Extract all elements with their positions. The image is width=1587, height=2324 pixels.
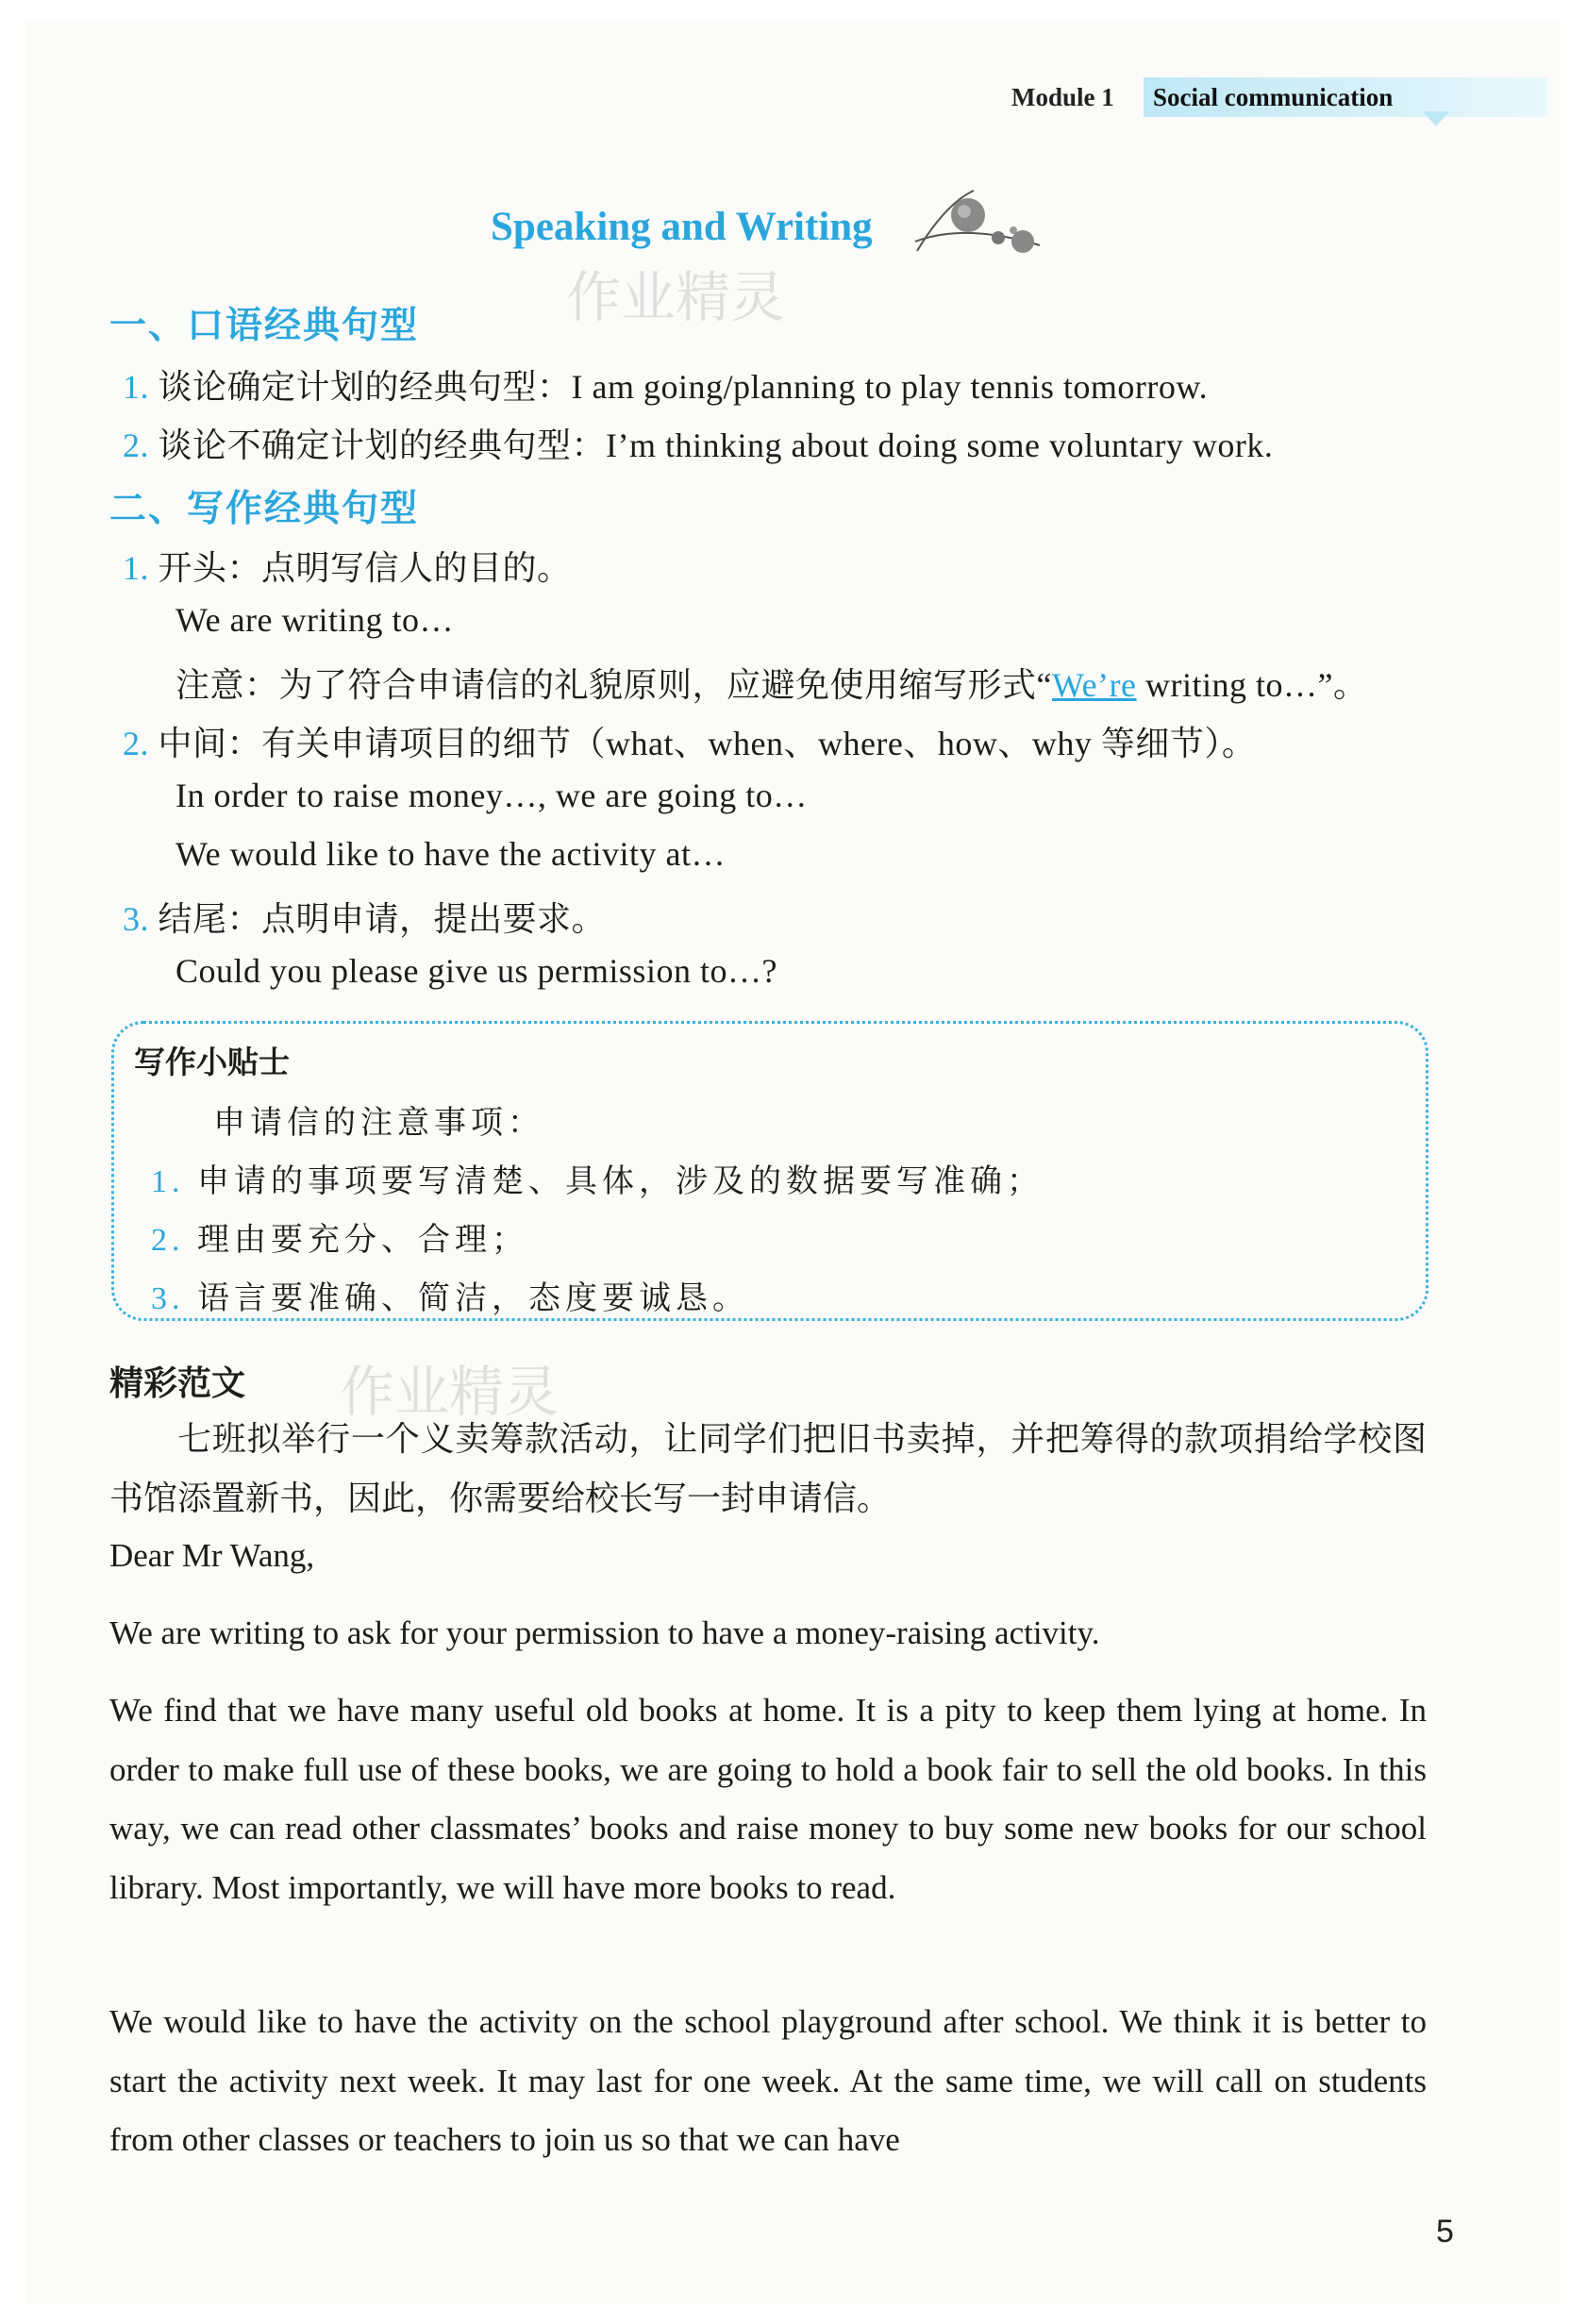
item-number: 1. xyxy=(151,1164,185,1199)
page-number: 5 xyxy=(1436,2214,1454,2249)
item-text: 谈论不确定计划的经典句型：I’m thinking about doing some voluntary work. xyxy=(158,426,1274,464)
section2-item-2 xyxy=(123,717,1256,765)
tip-item-2 xyxy=(151,1213,528,1260)
letter-paragraph: We find that we have many useful old books at home. It is a pity to keep them lying at home. In order to make full use of these books, we are going to hold a book fair to sell the old books. In this way, we can read other classmates’ books and raise money to buy some new books for our school library. Most importantly, we will have more books to read. xyxy=(109,1692,1427,1906)
note-line xyxy=(175,659,1368,707)
tip-item-1 xyxy=(151,1155,1044,1201)
tips-intro: 申请信的注意事项： xyxy=(213,1106,544,1141)
sample-heading: 精彩范文 xyxy=(109,1364,246,1402)
item-number: 2. xyxy=(151,1223,185,1258)
example-sentence: In order to raise money…, we are going to… xyxy=(175,777,808,814)
note-highlight: We’re xyxy=(1051,666,1137,704)
section2-item-1 xyxy=(123,542,572,590)
example-sentence: Could you please give us permission to…? xyxy=(175,952,777,990)
letter-greeting: Dear Mr Wang, xyxy=(109,1537,315,1574)
section2-item-3 xyxy=(123,893,606,941)
header-title: Social communication xyxy=(1153,83,1394,111)
item-number: 3. xyxy=(151,1281,185,1316)
item-text: 理由要充分、合理； xyxy=(197,1223,528,1258)
item-number: 1. xyxy=(123,368,149,406)
example-sentence: We are writing to… xyxy=(175,601,455,639)
item-text: 申请的事项要写清楚、具体，涉及的数据要写准确； xyxy=(197,1164,1044,1199)
item-number: 1. xyxy=(123,549,149,587)
planets-decoration-icon xyxy=(908,185,1049,270)
section2-heading: 二、写作经典句型 xyxy=(109,489,420,529)
sample-prompt: 七班拟举行一个义卖筹款活动，让同学们把旧书卖掉，并把筹得的款项捐给学校图书馆添置新书，因此，你需要给校长写一封申请信。 xyxy=(109,1420,1427,1517)
item-text: 谈论确定计划的经典句型：I am going/planning to play tennis tomorrow. xyxy=(158,368,1209,406)
tip-item-3 xyxy=(151,1272,749,1318)
letter-paragraph: We would like to have the activity on the school playground after school. We think it is better to start the activity next week. It may last for one week. At the same time, we will call on students from other classes or teachers to join us so that we can have xyxy=(109,2003,1427,2158)
item-number: 2. xyxy=(123,725,149,762)
item-text: 开头：点明写信人的目的。 xyxy=(158,549,572,587)
letter-paragraph: We are writing to ask for your permission to have a money-raising activity. xyxy=(109,1614,1100,1651)
item-text: 语言要准确、简洁，态度要诚恳。 xyxy=(197,1281,749,1316)
section1-heading: 一、口语经典句型 xyxy=(109,306,420,346)
item-text: 结尾：点明申请，提出要求。 xyxy=(158,900,607,938)
section1-item-1 xyxy=(123,360,1208,409)
watermark: 作业精灵 xyxy=(340,1360,560,1424)
tips-heading: 写作小贴士 xyxy=(134,1044,290,1080)
item-number: 3. xyxy=(123,900,149,938)
page-title: Speaking and Writing xyxy=(491,205,873,249)
note-suffix: writing to…”。 xyxy=(1136,666,1368,704)
item-number: 2. xyxy=(123,426,149,464)
header-module: Module 1 xyxy=(1011,83,1114,111)
note-prefix: 注意：为了符合申请信的礼貌原则，应避免使用缩写形式“ xyxy=(175,666,1052,704)
header-band-tip xyxy=(1423,111,1449,126)
item-text: 中间：有关申请项目的细节（what、when、where、how、why 等细节）。 xyxy=(158,725,1257,762)
watermark: 作业精灵 xyxy=(566,265,786,329)
example-sentence: We would like to have the activity at… xyxy=(175,835,726,873)
section1-item-2 xyxy=(123,419,1273,467)
